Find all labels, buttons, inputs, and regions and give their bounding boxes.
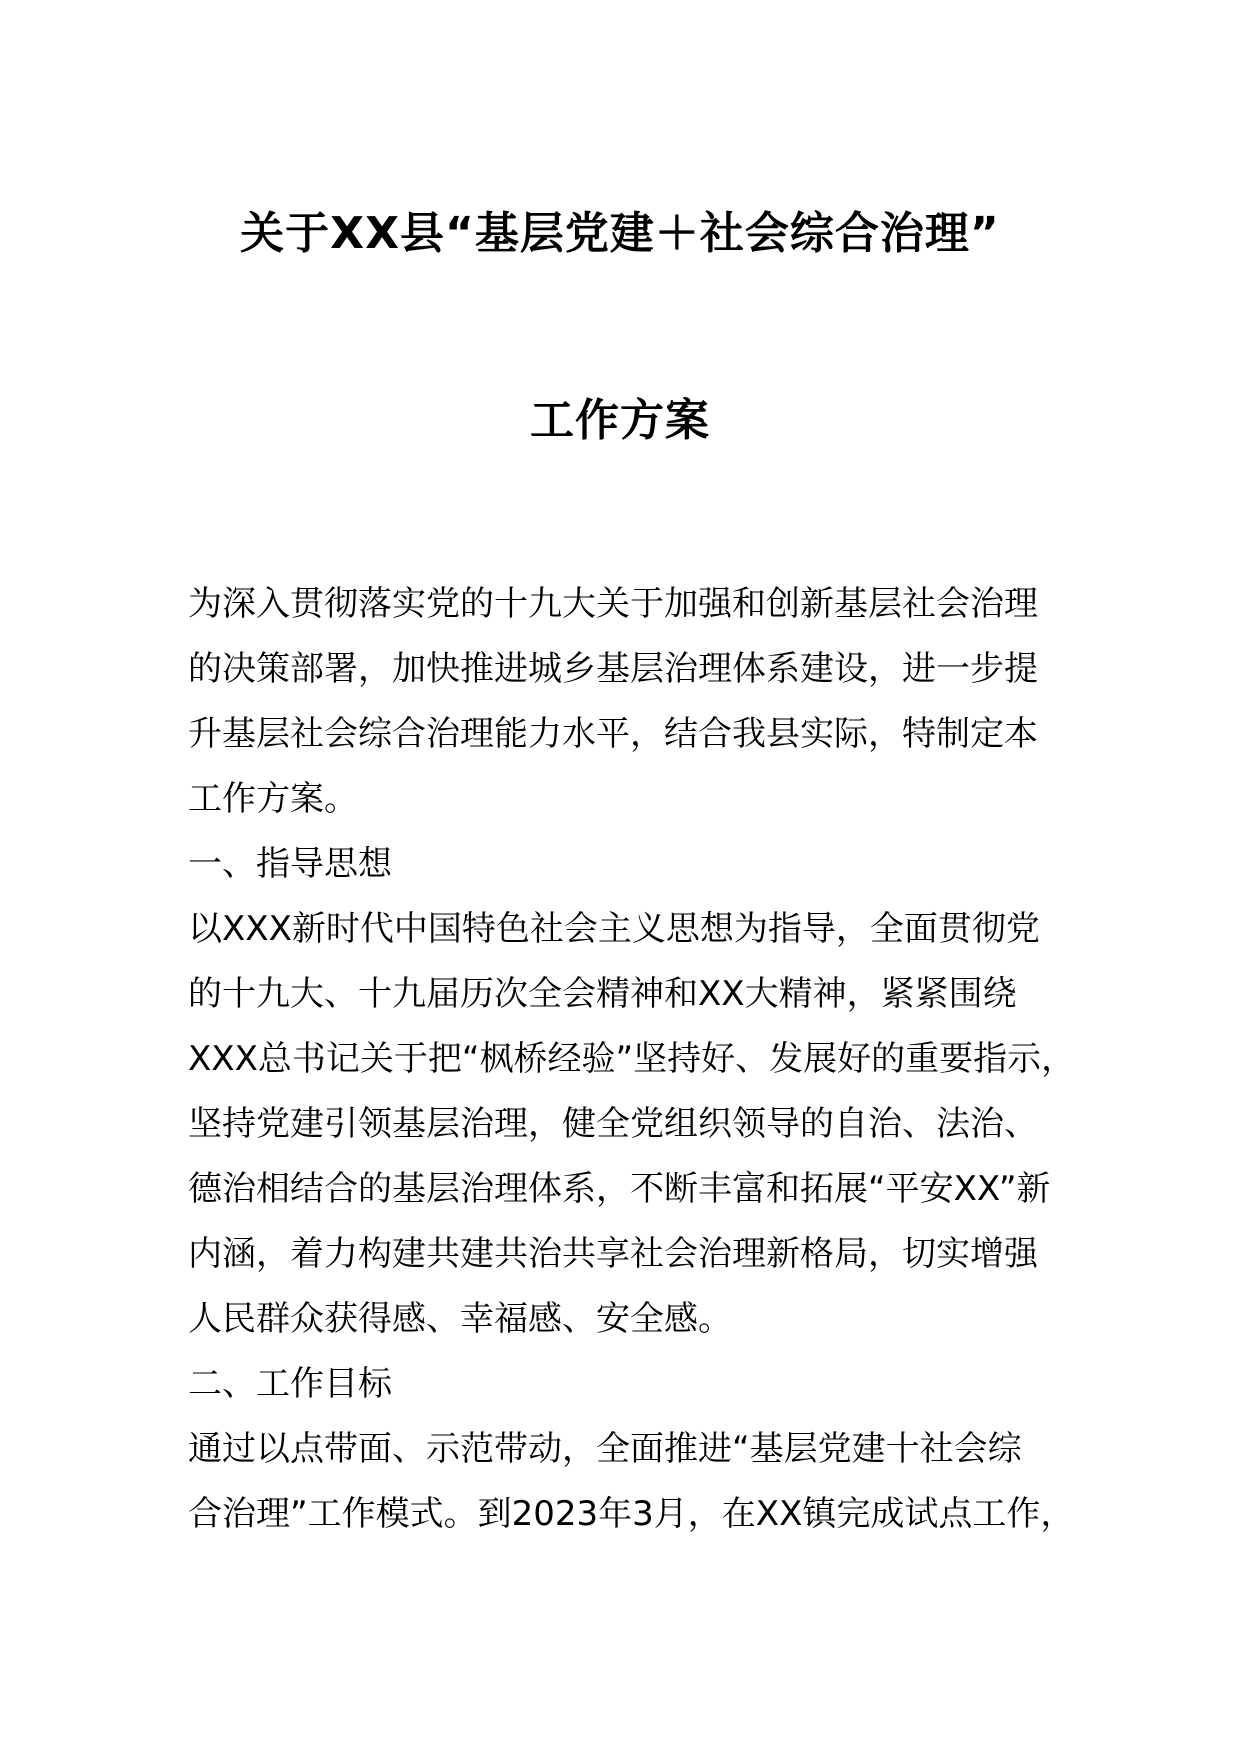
body-line: 人民群众获得感、幸福感、安全感。 — [188, 1299, 732, 1339]
body-line: 工作方案。 — [188, 779, 358, 819]
section-heading-guiding-ideology: 一、指导思想 — [188, 844, 392, 884]
body-line: 内涵，着力构建共建共治共享社会治理新格局，切实增强 — [188, 1234, 1038, 1274]
body-line: 的决策部署，加快推进城乡基层治理体系建设，进一步提 — [188, 649, 1038, 689]
body-line: XXX总书记关于把“枫桥经验”坚持好、发展好的重要指示， — [188, 1039, 1076, 1079]
body-line: 坚持党建引领基层治理，健全党组织领导的自治、法治、 — [188, 1104, 1038, 1144]
document-title-line-2: 工作方案 — [530, 395, 710, 446]
body-line: 通过以点带面、示范带动，全面推进“基层党建十社会综 — [188, 1429, 1022, 1469]
body-line: 的十九大、十九届历次全会精神和XX大精神，紧紧围绕 — [188, 974, 1017, 1014]
document-body — [188, 572, 1088, 1547]
body-line: 合治理”工作模式。到2023年3月，在XX镇完成试点工作， — [188, 1494, 1075, 1534]
document-title-line-1: 关于XX县“基层党建＋社会综合治理” — [240, 208, 1000, 259]
body-line: 德治相结合的基层治理体系，不断丰富和拓展“平安XX”新 — [188, 1169, 1051, 1209]
body-line: 升基层社会综合治理能力水平，结合我县实际，特制定本 — [188, 714, 1038, 754]
body-line: 以XXX新时代中国特色社会主义思想为指导，全面贯彻党 — [188, 909, 1040, 949]
body-line: 为深入贯彻落实党的十九大关于加强和创新基层社会治理 — [188, 584, 1038, 624]
section-heading-work-goals: 二、工作目标 — [188, 1364, 392, 1404]
